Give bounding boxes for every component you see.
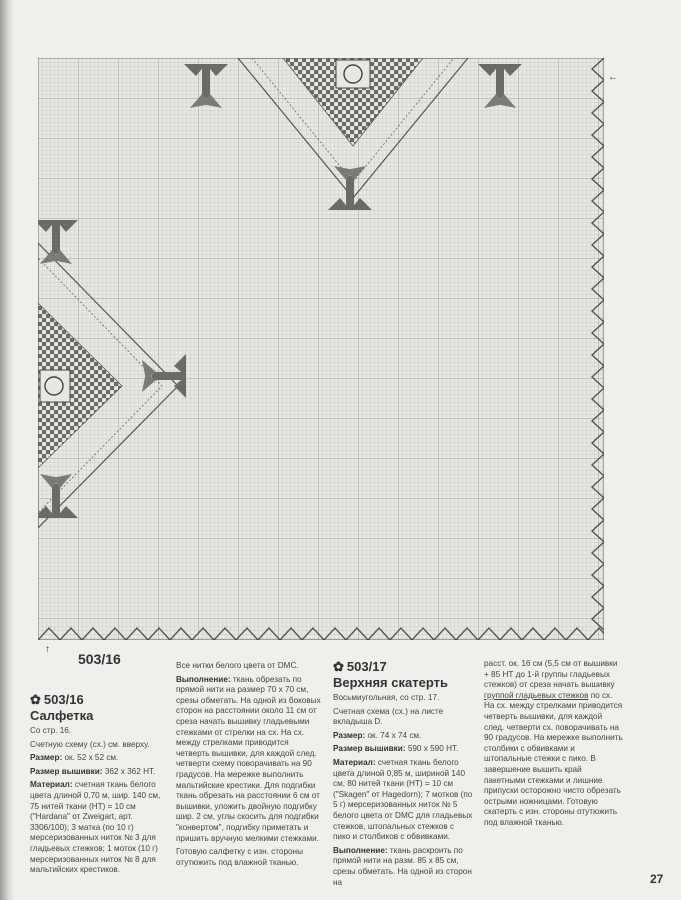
flower-icon: ✿: [30, 692, 41, 707]
scheme-note: Счетная схема (сх.) на листе вкладыша D.: [333, 706, 444, 727]
page-spine-shadow: [0, 0, 14, 900]
continuation-text: расст. ок. 16 см (5,5 см от вышивки + 85 НТ до 1-й группы гладьевых стежков) от среза начать вышивку группой гладьевых стежков по сх. На сх. между стрелками приводится четверть вышивки, для каждой след. четверти сх. поворачивать на 90 градусов. На мережке выполнить столбики с обвивками и штопальные стежки с пико. В завершение вышить край пакетными стежками и лишние припуски осторожно чисто обрезать острыми ножницами. Готовую скатерть с изн. стороны отутюжить под влажной тканью.: [484, 659, 623, 827]
article-503-17-continued: [484, 659, 624, 832]
size-line: Размер: ок. 74 х 74 см.: [333, 730, 422, 740]
article-title: Верхняя скатерть: [333, 675, 448, 690]
top-center-square: [336, 60, 370, 88]
article-ref: Со стр. 16.: [30, 726, 72, 735]
execution-text: Выполнение: ткань обрезать по прямой нити на размер 70 х 70 см, срезы обметать. На одной из боковых сторон на расстоянии около 11 см от среза начать вышивку гладьевыми стежками от стрелки на сх. На сх. между стрелками приводится четверть вышивки, для каждой след. четверти схему поворачивать на 90 градусов. На мережке выполнить мальтийские крестики. Для подгибки ткань обрезать на расстоянии 6 см от вышивки, уложить двойную подгибку шир. 2 см, углы скосить для подгибки "конвертом", подгибку приметать и пришить вручную мелкими стежками.: [176, 674, 321, 843]
threads-note: Все нитки белого цвета от DMC.: [176, 661, 299, 670]
size-line: Размер: ок. 52 х 52 см.: [30, 753, 119, 763]
start-arrow-up: ↑: [45, 644, 50, 655]
flower-icon: ✿: [333, 659, 344, 674]
embroidery-size-line: Размер вышивки: 362 х 362 НТ.: [30, 766, 156, 776]
article-503-16-continued: [176, 661, 322, 871]
scheme-note: Счетную схему (сх.) см. вверху.: [30, 739, 150, 749]
counted-chart: [38, 58, 604, 640]
article-503-17: [333, 659, 473, 891]
article-503-16: [30, 692, 166, 879]
start-arrow-right: ←: [608, 72, 618, 83]
article-number: ✿ 503/17: [333, 659, 387, 674]
finish-text: Готовую салфетку с изн. стороны отутюжить под влажной тканью.: [176, 847, 303, 867]
material-text: Материал: счетная ткань белого цвета длиной 0,85 м, шириной 140 см, 80 нитей ткани (НТ) = 10 см ("Skagen" от Hagedorn); 7 мотков (по 5 г) мерсеризованных ниток № 5 белого цвета от DMC для гладьевых стежков, штопальных стежков с пико и столбиков с обвивками.: [333, 757, 473, 842]
execution-text: Выполнение: ткань раскроить по прямой нити на разм. 85 х 85 см, срезы обметать. На одной из сторон на: [333, 845, 472, 887]
article-number: ✿ 503/16: [30, 692, 84, 707]
page-number: 27: [650, 872, 664, 886]
article-subtitle: Восьмиугольная, со стр. 17.: [333, 693, 440, 702]
embroidery-size-line: Размер вышивки: 590 х 590 НТ.: [333, 744, 459, 754]
chart-label: 503/16: [78, 651, 121, 667]
material-text: Материал: счетная ткань белого цвета длиной 0,70 м, шир. 140 см, 75 нитей ткани (НТ) = 10 см ("Hardana" от Zweigart, арт. 3306/100); 3 матка (по 10 г) мерсеризованных ниток № 3 для гладьевых стежков; 1 моток (10 г) мерсеризованных ниток № 8 для мальтийских крестиков.: [30, 780, 161, 875]
article-title: Салфетка: [30, 708, 94, 723]
